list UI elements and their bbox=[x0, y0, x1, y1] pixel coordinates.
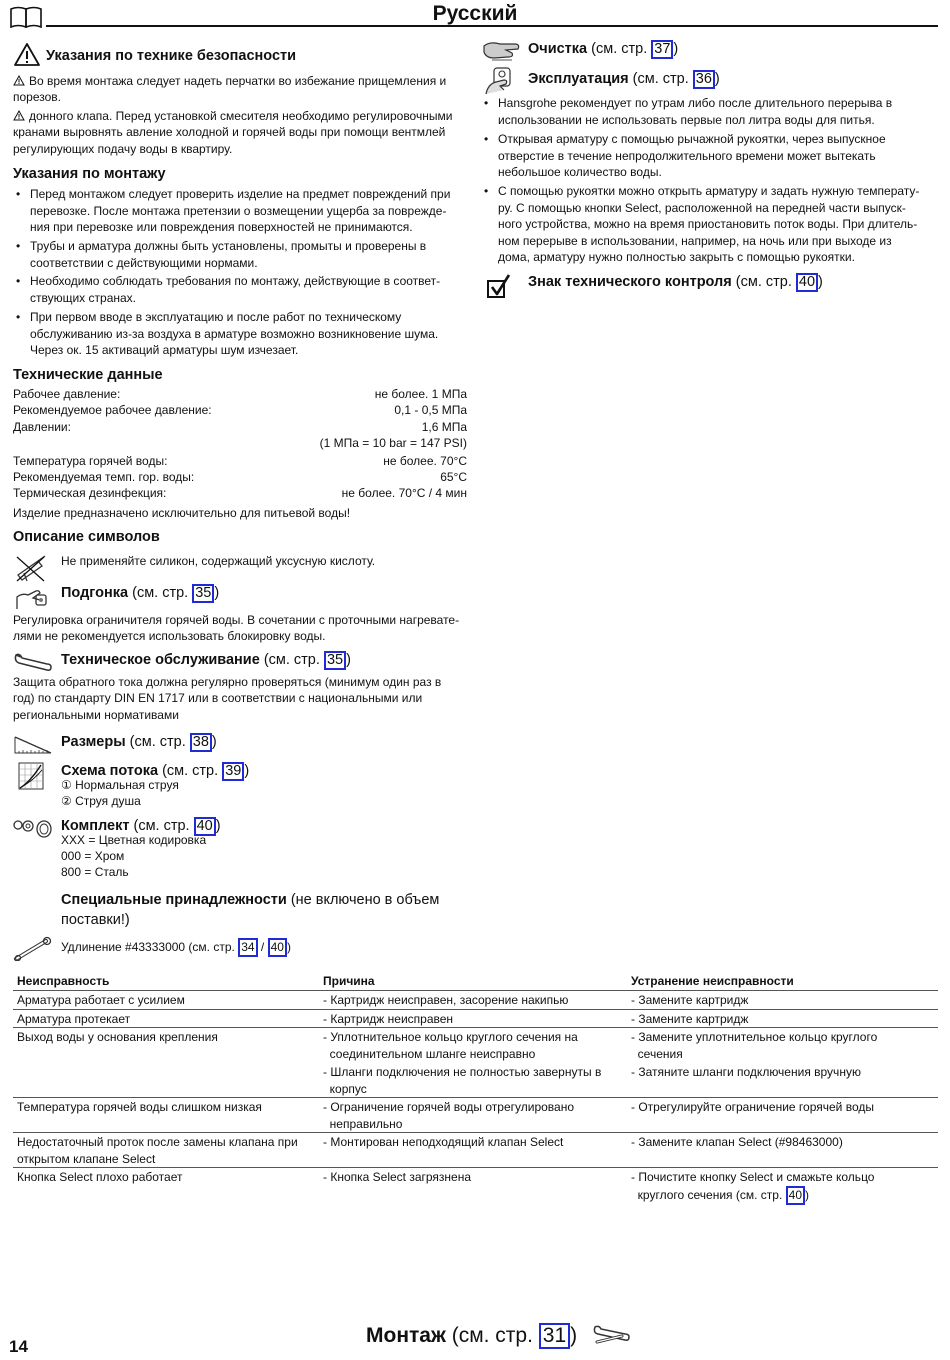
table-divider bbox=[13, 1167, 938, 1168]
table-row-cause: - Уплотнительное кольцо круглого сечения на соединительном шланге неисправно - Шланги подключения не полностью завернуты в корпус bbox=[323, 1030, 602, 1096]
table-divider bbox=[13, 1027, 938, 1028]
wrench-icon bbox=[13, 651, 53, 673]
flow-chart-icon bbox=[18, 762, 44, 790]
maintenance-text-3: региональными нормативами bbox=[13, 708, 179, 722]
table-row: Арматура работает с усилием bbox=[17, 993, 185, 1007]
page-link[interactable]: 34 bbox=[238, 938, 257, 957]
page-link[interactable]: 39 bbox=[222, 762, 244, 781]
page-link[interactable]: 36 bbox=[693, 70, 715, 89]
mount-bullet-1: • Перед монтажом следует проверить изделие на предмет повреждений при перевозке. После монтажа претензии о возмещении ущерба за поврежде- ния при перевозке или повреждения поверхностей не принимаются. bbox=[16, 187, 451, 234]
accessories-heading-2: поставки!) bbox=[61, 912, 130, 928]
adjust-hand-icon bbox=[14, 583, 48, 611]
kit-line-2: 000 = Хром bbox=[61, 849, 125, 863]
table-divider bbox=[13, 1132, 938, 1133]
safety-title: Указания по технике безопасности bbox=[46, 48, 297, 64]
silicone-gun-icon bbox=[14, 553, 48, 583]
safety-text-2c: регулирующих подачу воды в квартиру. bbox=[13, 142, 233, 156]
extension-icon bbox=[13, 935, 53, 963]
table-row-cause: - Картридж неисправен bbox=[323, 1012, 454, 1026]
page-link[interactable]: 35 bbox=[324, 651, 346, 670]
operation-hand-icon bbox=[484, 66, 518, 96]
wrench-icon bbox=[592, 1322, 632, 1348]
table-header-cause: Причина bbox=[323, 974, 375, 988]
checkmark-box-icon bbox=[486, 273, 512, 299]
maintenance-text-2: год) по стандарту DIN EN 1717 или в соответствии с национальными или bbox=[13, 691, 423, 705]
safety-text-2: донного клапа. Перед установкой смесителя необходимо регулировочными bbox=[29, 109, 453, 123]
operation-bullet-3: • С помощью рукоятки можно открыть арматуру и задать нужную температу- ру. С помощью кнопки Select, расположенной на передней части выпуск- ного устройства, можно на время приостановить поток воды. При длитель- ном перерыве в использовании, например, на ночь или при выходе из дома, арматуру нужно полностью закрыть с помощью рукоятки. bbox=[484, 184, 920, 264]
table-row: Арматура протекает bbox=[17, 1012, 131, 1026]
page-link[interactable]: 38 bbox=[190, 733, 212, 752]
tech-row: Рекомендуемое рабочее давление: 0,1 - 0,5 МПа bbox=[13, 403, 467, 417]
mount-footer: Монтаж (см. стр. 31 ) bbox=[366, 1324, 578, 1347]
header-rule bbox=[46, 25, 938, 27]
table-row-remedy: - Почистите кнопку Select и смажьте кольцо круглого сечения (см. стр. 40 ) bbox=[631, 1169, 874, 1205]
table-row-remedy: - Отрегулируйте ограничение горячей воды bbox=[631, 1100, 874, 1114]
page-number: 14 bbox=[9, 1337, 28, 1356]
page-link[interactable]: 40 bbox=[796, 273, 818, 292]
table-row-remedy: - Замените картридж bbox=[631, 1012, 749, 1026]
operation-heading: Эксплуатация (см. стр. 36 ) bbox=[528, 71, 720, 87]
safety-text-2b: кранами выровнять авление холодной и горячей воды при помощи вентмлей bbox=[13, 125, 446, 139]
maintenance-heading: Техническое обслуживание (см. стр. 35 ) bbox=[61, 652, 351, 668]
tech-row: (1 МПа = 10 bar = 147 PSI) bbox=[319, 436, 467, 450]
symbols-title: Описание символов bbox=[13, 529, 160, 545]
parts-kit-icon bbox=[12, 817, 56, 839]
page-link[interactable]: 40 bbox=[194, 817, 216, 836]
fitting-heading: Подгонка (см. стр. 35 ) bbox=[61, 585, 220, 601]
tech-row: Термическая дезинфекция: не более. 70°C / 4 мин bbox=[13, 486, 467, 500]
table-header-fault: Неисправность bbox=[17, 974, 110, 988]
table-row-cause: - Картридж неисправен, засорение накипью bbox=[323, 993, 569, 1007]
mount-bullet-3: • Необходимо соблюдать требования по монтажу, действующие в соответ- ствующих странах. bbox=[16, 274, 441, 305]
mount-title: Указания по монтажу bbox=[13, 166, 166, 182]
tech-note: Изделие предназначено исключительно для питьевой воды! bbox=[13, 506, 351, 520]
kit-line-1: XXX = Цветная кодировка bbox=[61, 833, 207, 847]
kit-heading: Комплект (см. стр. 40 ) bbox=[61, 818, 221, 834]
test-mark-heading: Знак технического контроля (см. стр. 40 ) bbox=[528, 274, 823, 290]
extension-line: Удлинение #43333000 (см. стр. 34 / 40 ) bbox=[61, 938, 291, 957]
table-row: Недостаточный проток после замены клапана при открытом клапане Select bbox=[17, 1135, 298, 1166]
table-row: Кнопка Select плохо работает bbox=[17, 1170, 183, 1184]
table-row-remedy: - Замените картридж bbox=[631, 993, 749, 1007]
operation-bullet-1: • Hansgrohe рекомендует по утрам либо после длительного перерыва в использовании не использовать первые пол литра воды для питья. bbox=[484, 96, 893, 127]
ruler-icon bbox=[13, 733, 53, 757]
safety-text-1: Во время монтажа следует надеть перчатки во избежание прищемления и bbox=[29, 74, 447, 88]
table-divider bbox=[13, 990, 938, 991]
tech-row: Рабочее давление: не более. 1 МПа bbox=[13, 387, 467, 401]
fitting-text-1: Регулировка ограничителя горячей воды. В сочетании с проточными нагревате- bbox=[13, 613, 460, 627]
page-link[interactable]: 31 bbox=[539, 1323, 570, 1349]
table-row-cause: - Ограничение горячей воды отрегулировано неправильно bbox=[323, 1100, 575, 1131]
table-row-cause: - Монтирован неподходящий клапан Select bbox=[323, 1135, 564, 1149]
safety-text-1b: порезов. bbox=[13, 90, 62, 104]
tech-row: Температура горячей воды: не более. 70°C bbox=[13, 454, 467, 468]
page-link[interactable]: 35 bbox=[192, 584, 214, 603]
warning-small-icon bbox=[13, 75, 25, 86]
tech-row: Давлении: 1,6 МПа bbox=[13, 420, 467, 434]
fitting-text-2: лями не рекомендуется использовать блокировку воды. bbox=[13, 629, 326, 643]
table-row-cause: - Кнопка Select загрязнена bbox=[323, 1170, 472, 1184]
cleaning-heading: Очистка (см. стр. 37 ) bbox=[528, 41, 679, 57]
mount-bullet-4: • При первом вводе в эксплуатацию и после работ по техническому обслуживанию из-за воздуха в арматуре возможно возникновение шума. Через ок. 15 активаций арматуры шум изчезает. bbox=[16, 310, 439, 357]
table-row: Температура горячей воды слишком низкая bbox=[17, 1100, 262, 1114]
flow-item-2: ② Струя душа bbox=[61, 794, 141, 808]
flow-heading: Схема потока (см. стр. 39 ) bbox=[61, 763, 250, 779]
tech-row: Рекомендуемая темп. гор. воды: 65°C bbox=[13, 470, 467, 484]
table-row-remedy: - Замените клапан Select (#98463000) bbox=[631, 1135, 843, 1149]
table-row: Выход воды у основания крепления bbox=[17, 1030, 218, 1044]
table-row-remedy: - Замените уплотнительное кольцо круглого сечения - Затяните шланги подключения вручную bbox=[631, 1030, 878, 1079]
dimensions-heading: Размеры (см. стр. 38 ) bbox=[61, 734, 217, 750]
tech-title: Технические данные bbox=[13, 367, 163, 383]
warning-icon bbox=[13, 42, 41, 67]
accessories-heading: Специальные принадлежности (не включено в объем bbox=[61, 892, 440, 908]
operation-bullet-2: • Открывая арматуру с помощью рычажной рукоятки, через выпускное отверстие в течение непродолжительного времени может вытекать небольшое количество воды. bbox=[484, 132, 886, 179]
flow-item-1: ① Нормальная струя bbox=[61, 778, 179, 792]
cleaning-hand-icon bbox=[482, 38, 522, 64]
maintenance-text-1: Защита обратного тока должна регулярно проверяться (минимум один раз в bbox=[13, 675, 442, 689]
kit-line-3: 800 = Сталь bbox=[61, 865, 129, 879]
page-link[interactable]: 37 bbox=[651, 40, 673, 59]
table-divider bbox=[13, 1009, 938, 1010]
table-header-remedy: Устранение неисправности bbox=[631, 974, 794, 988]
page-title: Русский bbox=[432, 2, 518, 25]
page-link[interactable]: 40 bbox=[786, 1186, 805, 1205]
warning-small-icon bbox=[13, 110, 25, 121]
silicone-note: Не применяйте силикон, содержащий уксусную кислоту. bbox=[61, 554, 376, 568]
page-link[interactable]: 40 bbox=[268, 938, 287, 957]
mount-bullet-2: • Трубы и арматура должны быть установлены, промыты и проверены в соответствии с действующими нормами. bbox=[16, 239, 427, 270]
table-divider bbox=[13, 1097, 938, 1098]
